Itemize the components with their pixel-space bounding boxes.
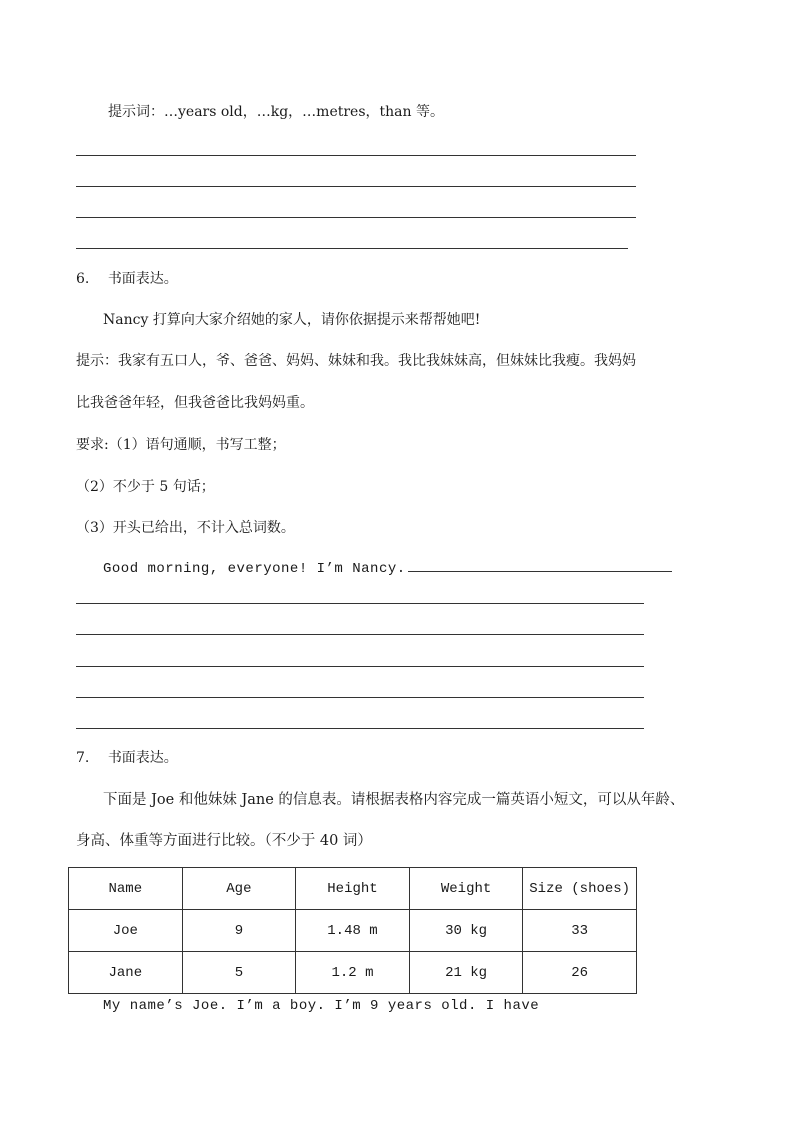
table-header-cell: Age [182,868,296,910]
q6-hint-line-1: 提示：我家有五口人，爷、爸爸、妈妈、妹妹和我。我比我妹妹高，但妹妹比我瘦。我妈妈 [76,353,636,369]
q6-requirement-1: 要求:（1）语句通顺，书写工整； [76,437,286,453]
q6-heading [76,268,178,288]
answer-line [76,248,628,249]
table-header-cell: Size (shoes) [523,868,637,910]
q6-hint-line-2: 比我爸爸年轻，但我爸爸比我妈妈重。 [76,395,314,411]
table-cell: 26 [523,952,637,994]
table-cell: Jane [69,952,183,994]
table-cell: 33 [523,910,637,952]
q7-number: 7. [76,750,90,766]
table-cell: 21 kg [409,952,523,994]
table-cell: Joe [69,910,183,952]
q6-requirement-2: （2）不少于 5 句话； [76,479,215,495]
table-cell: 5 [182,952,296,994]
info-table [68,867,637,994]
answer-line [76,666,644,667]
table-header-cell: Name [69,868,183,910]
q6-opening [103,557,672,577]
q6-number: 6. [76,271,90,287]
table-header-cell: Weight [409,868,523,910]
table-header-cell: Height [296,868,410,910]
q7-heading [76,747,178,767]
table-cell: 9 [182,910,296,952]
table-row [69,910,637,952]
table-cell: 1.2 m [296,952,410,994]
q7-title: 书面表达。 [107,750,178,766]
table-cell: 1.48 m [296,910,410,952]
q7-opening: My name’s Joe. I’m a boy. I’m 9 years old. I have [103,998,540,1014]
answer-line [76,155,636,156]
q6-intro: Nancy 打算向大家介绍她的家人，请你依据提示来帮帮她吧! [103,312,481,328]
answer-line [76,603,644,604]
answer-line [76,697,644,698]
table-header-row [69,868,637,910]
q7-description-1: 下面是 Joe 和他妹妹 Jane 的信息表。请根据表格内容完成一篇英语小短文，可以从年龄、 [103,792,685,808]
answer-blank[interactable] [408,557,672,572]
answer-line [76,186,636,187]
answer-line [76,728,644,729]
q6-title: 书面表达。 [107,271,178,287]
table-row [69,952,637,994]
q6-opening-text: Good morning, everyone! I’m Nancy. [103,561,406,577]
answer-line [76,634,644,635]
hint-line: 提示词：…years old，…kg，…metres，than 等。 [108,104,444,120]
table-cell: 30 kg [409,910,523,952]
q7-description-2: 身高、体重等方面进行比较。（不少于 40 词） [76,833,372,849]
q6-requirement-3: （3）开头已给出，不计入总词数。 [76,520,295,536]
answer-line [76,217,636,218]
